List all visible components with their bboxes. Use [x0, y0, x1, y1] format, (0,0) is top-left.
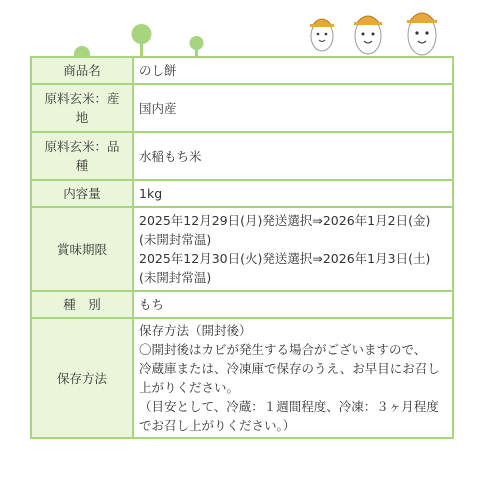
storage-line: 冷蔵庫または、冷凍庫で保存のうえ、お早目にお召し上がりください。 [139, 361, 440, 395]
row-label: 賞味期限 [31, 207, 133, 291]
table-row [31, 132, 453, 180]
tree-icon [190, 36, 204, 58]
rice-grain-character-icon [407, 13, 437, 55]
row-value: のし餅 [133, 57, 453, 84]
table-row [31, 291, 453, 318]
row-value: 国内産 [133, 84, 453, 132]
row-value: もち [133, 291, 453, 318]
header-decoration [0, 0, 480, 58]
table-row [31, 84, 453, 132]
row-value [133, 318, 453, 438]
rice-grain-character-icon [354, 16, 382, 54]
row-label: 種 別 [31, 291, 133, 318]
table-row [31, 318, 453, 438]
table-row [31, 57, 453, 84]
row-label: 原料玄米：品種 [31, 132, 133, 180]
expiry-line: 2025年12月29日(月)発送選択⇒2026年1月2日(金) [139, 213, 431, 228]
row-label: 内容量 [31, 180, 133, 207]
storage-line: （目安として、冷蔵：１週間程度、冷凍：３ヶ月程度でお召し上がりください。） [139, 399, 439, 433]
row-label: 保存方法 [31, 318, 133, 438]
expiry-line: (未開封常温) [139, 270, 212, 285]
row-value: 水稲もち米 [133, 132, 453, 180]
rice-grain-character-icon [310, 19, 334, 51]
storage-line: 保存方法（開封後） [139, 323, 252, 338]
product-spec-table [30, 56, 454, 439]
row-value [133, 207, 453, 291]
tree-icon [132, 24, 152, 58]
table-row [31, 180, 453, 207]
row-label: 商品名 [31, 57, 133, 84]
table-row [31, 207, 453, 291]
row-label: 原料玄米：産地 [31, 84, 133, 132]
expiry-line: 2025年12月30日(火)発送選択⇒2026年1月3日(土) [139, 251, 431, 266]
storage-line: 〇開封後はカビが発生する場合がございますので、 [139, 342, 427, 357]
row-value: 1kg [133, 180, 453, 207]
expiry-line: (未開封常温) [139, 232, 212, 247]
